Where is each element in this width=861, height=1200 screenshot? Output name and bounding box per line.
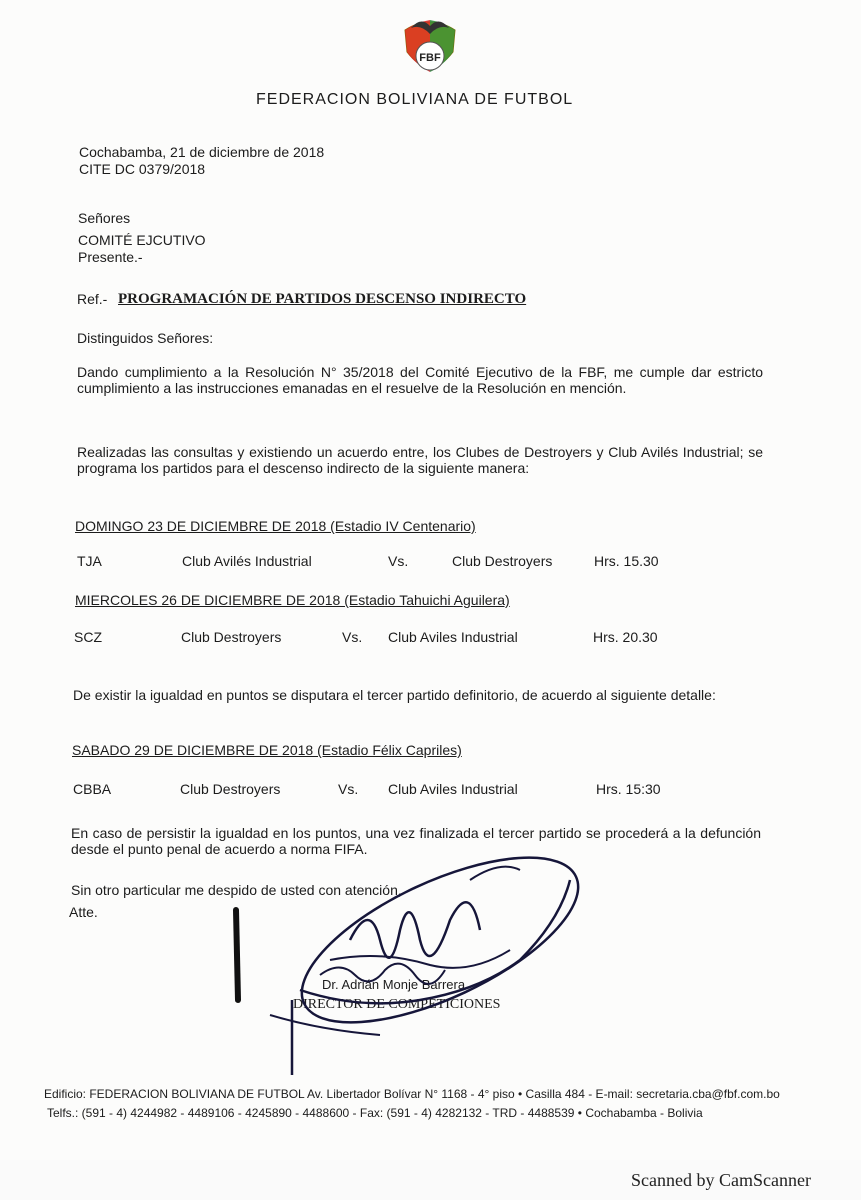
- match-1-time: Hrs. 15.30: [594, 553, 659, 569]
- cite-number: CITE DC 0379/2018: [79, 161, 206, 177]
- match-1-vs: Vs.: [388, 553, 409, 569]
- signatory-title: DIRECTOR DE COMPETICIONES: [293, 997, 501, 1012]
- match-2-time: Hrs. 20.30: [593, 629, 658, 645]
- recipient-name: COMITÉ EJCUTIVO: [78, 232, 206, 248]
- match-3-date: SABADO 29 DE DICIEMBRE DE 2018 (Estadio Félix Capriles): [72, 742, 462, 758]
- paragraph-resolution: Dando cumplimiento a la Resolución N° 35/2018 del Comité Ejecutivo de la FBF, me cumple dar estricto cumplimiento a las instrucciones emanadas en el resuelve de la Resolución en mención.: [77, 364, 763, 396]
- footer-contact: Telfs.: (591 - 4) 4244982 - 4489106 - 4245890 - 4488600 - Fax: (591 - 4) 4282132 - TRD - 4488539 • Cochabamba - Bolivia: [47, 1106, 703, 1120]
- match-3-city: CBBA: [73, 781, 112, 797]
- match-2-city: SCZ: [74, 629, 102, 645]
- match-3-vs: Vs.: [338, 781, 359, 797]
- match-2-vs: Vs.: [342, 629, 363, 645]
- match-2-home: Club Destroyers: [181, 629, 282, 645]
- match-1-date: DOMINGO 23 DE DICIEMBRE DE 2018 (Estadio IV Centenario): [75, 518, 476, 534]
- match-3-home: Club Destroyers: [180, 781, 281, 797]
- match-1-city: TJA: [77, 553, 102, 569]
- match-1-away: Club Destroyers: [452, 553, 553, 569]
- paragraph-penalties: En caso de persistir la igualdad en los puntos, una vez finalizada el tercer partido se procederá a la defunción desde el punto penal de acuerdo a norma FIFA.: [71, 825, 761, 857]
- match-2-away: Club Aviles Industrial: [388, 629, 518, 645]
- paragraph-tiebreak: De existir la igualdad en puntos se disputara el tercer partido definitorio, de acuerdo al siguiente detalle:: [73, 687, 716, 703]
- paragraph-agreement: Realizadas las consultas y existiendo un acuerdo entre, los Clubes de Destroyers y Club Avilés Industrial; se programa los partidos para el descenso indirecto de la siguiente manera:: [77, 444, 763, 476]
- organization-name: FEDERACION BOLIVIANA DE FUTBOL: [256, 91, 574, 108]
- closing-line: Sin otro particular me despido de usted con atención,: [71, 882, 402, 898]
- reference-subject: PROGRAMACIÓN DE PARTIDOS DESCENSO INDIRECTO: [118, 291, 527, 307]
- reference-label: Ref.-: [77, 291, 108, 307]
- signatory-name: Dr. Adrián Monje Barrera: [322, 977, 466, 992]
- recipient-present: Presente.-: [78, 249, 143, 265]
- place-date: Cochabamba, 21 de diciembre de 2018: [79, 144, 325, 160]
- match-3-time: Hrs. 15:30: [596, 781, 661, 797]
- recipient-salutation: Señores: [78, 210, 131, 226]
- closing-atte: Atte.: [69, 904, 98, 920]
- scanner-watermark: Scanned by CamScanner: [631, 1170, 811, 1190]
- greeting: Distinguidos Señores:: [77, 330, 214, 346]
- footer-address: Edificio: FEDERACION BOLIVIANA DE FUTBOL Av. Libertador Bolívar N° 1168 - 4° piso • Casilla 484 - E-mail: secretaria.cba@fbf.com.bo: [44, 1087, 780, 1101]
- match-2-date: MIERCOLES 26 DE DICIEMBRE DE 2018 (Estadio Tahuichi Aguilera): [75, 592, 510, 608]
- scanner-bar: [0, 1160, 861, 1200]
- match-1-home: Club Avilés Industrial: [182, 553, 312, 569]
- match-3-away: Club Aviles Industrial: [388, 781, 518, 797]
- svg-text:FBF: FBF: [419, 52, 441, 64]
